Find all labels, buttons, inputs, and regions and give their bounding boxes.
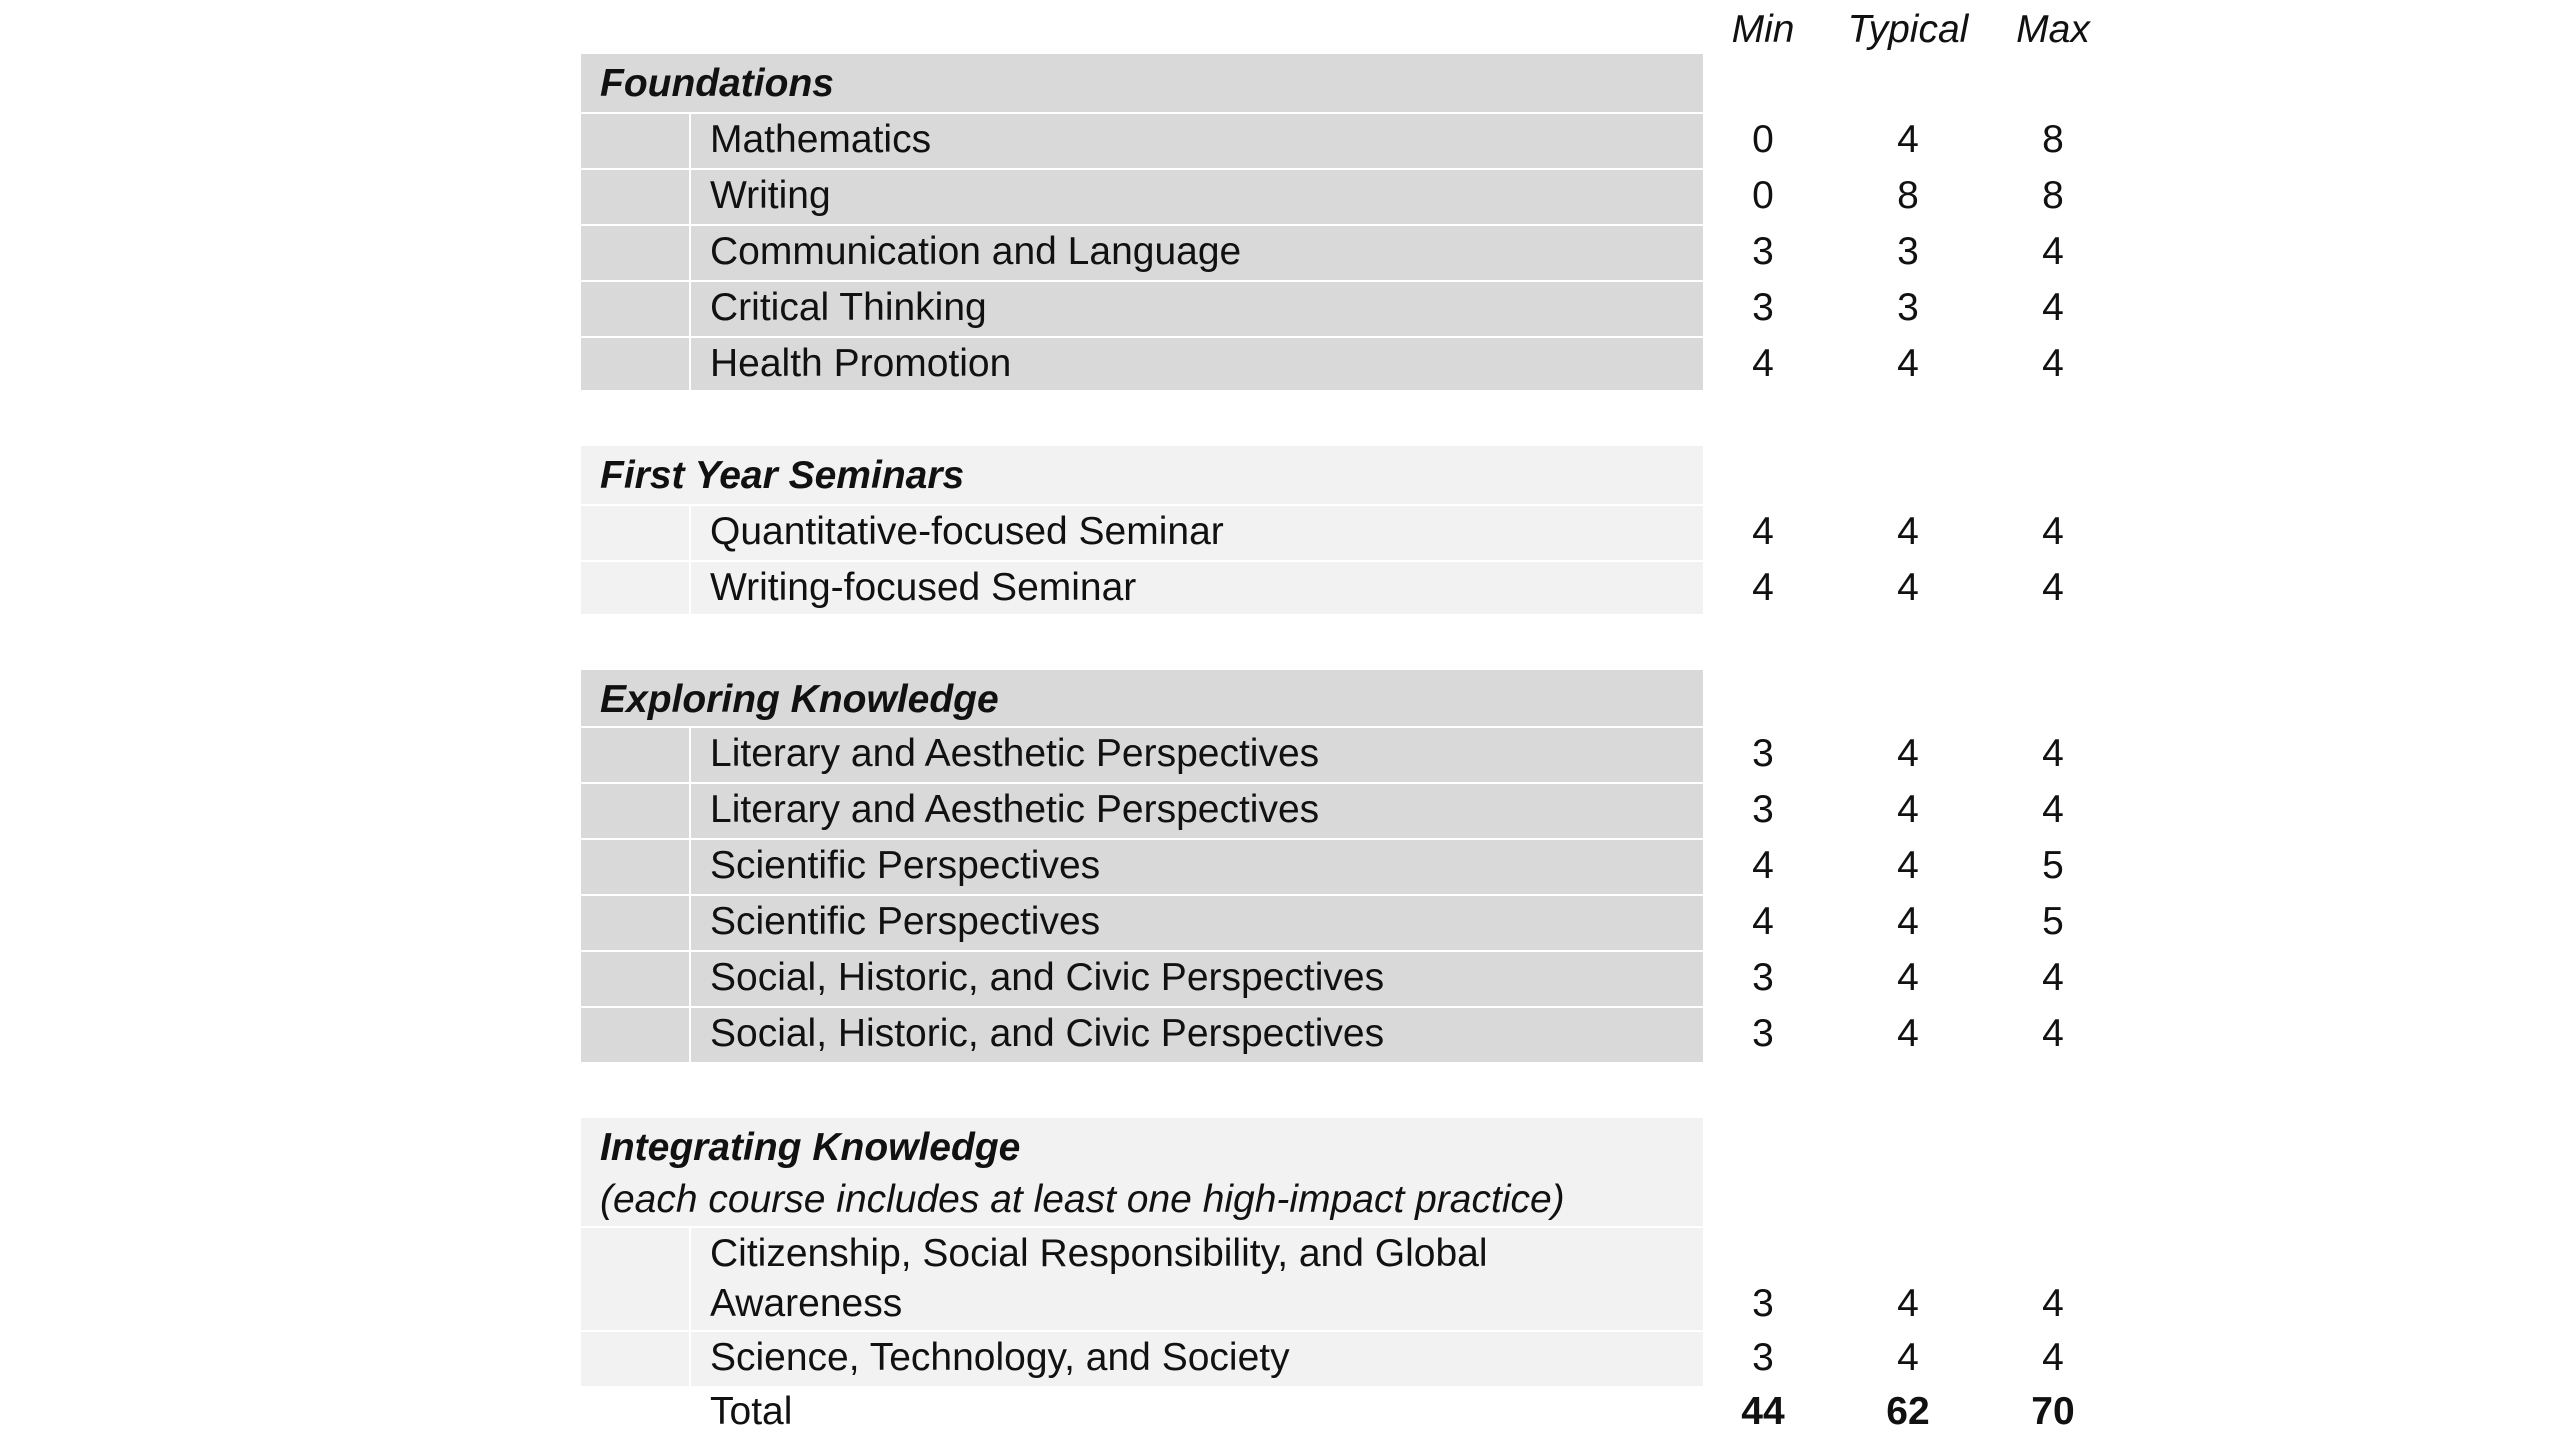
row-label: Literary and Aesthetic Perspectives xyxy=(710,788,1320,831)
table-row xyxy=(0,280,2560,336)
row-typical: 4 xyxy=(1897,566,1919,609)
row-max: 4 xyxy=(2042,510,2064,553)
row-label: Writing xyxy=(710,174,831,217)
row-label: Science, Technology, and Society xyxy=(710,1336,1290,1379)
row-min: 4 xyxy=(1752,844,1774,887)
total-typical: 62 xyxy=(1886,1390,1930,1433)
row-min: 3 xyxy=(1752,732,1774,775)
row-min: 3 xyxy=(1752,1282,1774,1325)
table-row xyxy=(0,950,2560,1006)
row-max: 4 xyxy=(2042,1012,2064,1055)
section-title-exploring: Exploring Knowledge xyxy=(600,678,999,721)
table-row xyxy=(0,1226,2560,1330)
row-max: 8 xyxy=(2042,118,2064,161)
total-row xyxy=(0,1384,2560,1440)
section-title-foundations: Foundations xyxy=(600,62,834,105)
row-typical: 4 xyxy=(1897,118,1919,161)
row-label: Mathematics xyxy=(710,118,932,161)
row-label: Health Promotion xyxy=(710,342,1012,385)
row-min: 3 xyxy=(1752,1336,1774,1379)
row-min: 3 xyxy=(1752,286,1774,329)
row-max: 4 xyxy=(2042,956,2064,999)
row-label: Quantitative-focused Seminar xyxy=(710,510,1224,553)
row-typical: 4 xyxy=(1897,342,1919,385)
row-typical: 4 xyxy=(1897,844,1919,887)
table-row xyxy=(0,168,2560,224)
table-row xyxy=(0,504,2560,560)
row-min: 4 xyxy=(1752,342,1774,385)
row-max: 8 xyxy=(2042,174,2064,217)
row-label-line1: Citizenship, Social Responsibility, and Global xyxy=(710,1232,1488,1275)
row-min: 4 xyxy=(1752,900,1774,943)
row-typical: 8 xyxy=(1897,174,1919,217)
row-max: 4 xyxy=(2042,1282,2064,1325)
row-min: 3 xyxy=(1752,230,1774,273)
row-min: 0 xyxy=(1752,174,1774,217)
row-min: 4 xyxy=(1752,566,1774,609)
table-row xyxy=(0,782,2560,838)
row-min: 0 xyxy=(1752,118,1774,161)
row-max: 4 xyxy=(2042,342,2064,385)
row-min: 3 xyxy=(1752,956,1774,999)
table-row xyxy=(0,1330,2560,1386)
row-label: Communication and Language xyxy=(710,230,1242,273)
row-label: Social, Historic, and Civic Perspectives xyxy=(710,1012,1385,1055)
total-max: 70 xyxy=(2031,1390,2075,1433)
row-max: 5 xyxy=(2042,844,2064,887)
row-label: Critical Thinking xyxy=(710,286,987,329)
table-row xyxy=(0,224,2560,280)
row-max: 5 xyxy=(2042,900,2064,943)
table-row xyxy=(0,560,2560,616)
section-title-integrating: Integrating Knowledge xyxy=(600,1126,1021,1169)
row-label: Writing-focused Seminar xyxy=(710,566,1137,609)
table-row xyxy=(0,726,2560,782)
row-min: 3 xyxy=(1752,1012,1774,1055)
header-typical: Typical xyxy=(1847,8,1969,51)
row-typical: 4 xyxy=(1897,900,1919,943)
row-max: 4 xyxy=(2042,1336,2064,1379)
table-row xyxy=(0,894,2560,950)
section-title-first-year: First Year Seminars xyxy=(600,454,965,497)
total-label: Total xyxy=(710,1390,793,1433)
row-label-line2: Awareness xyxy=(710,1282,903,1325)
row-min: 4 xyxy=(1752,510,1774,553)
table-row xyxy=(0,112,2560,168)
row-label: Scientific Perspectives xyxy=(710,844,1101,887)
row-typical: 4 xyxy=(1897,788,1919,831)
header-max: Max xyxy=(2016,8,2090,51)
row-max: 4 xyxy=(2042,566,2064,609)
table-row xyxy=(0,838,2560,894)
row-max: 4 xyxy=(2042,732,2064,775)
row-max: 4 xyxy=(2042,230,2064,273)
row-max: 4 xyxy=(2042,286,2064,329)
row-typical: 3 xyxy=(1897,230,1919,273)
row-typical: 4 xyxy=(1897,1336,1919,1379)
table-row xyxy=(0,1006,2560,1062)
row-label: Literary and Aesthetic Perspectives xyxy=(710,732,1320,775)
row-typical: 4 xyxy=(1897,1012,1919,1055)
section-subtitle-integrating: (each course includes at least one high-impact practice) xyxy=(600,1178,1565,1221)
row-typical: 4 xyxy=(1897,1282,1919,1325)
row-label: Scientific Perspectives xyxy=(710,900,1101,943)
row-min: 3 xyxy=(1752,788,1774,831)
row-max: 4 xyxy=(2042,788,2064,831)
total-min: 44 xyxy=(1741,1390,1785,1433)
row-typical: 4 xyxy=(1897,956,1919,999)
row-label: Social, Historic, and Civic Perspectives xyxy=(710,956,1385,999)
table-row xyxy=(0,336,2560,392)
row-typical: 4 xyxy=(1897,732,1919,775)
row-typical: 3 xyxy=(1897,286,1919,329)
row-typical: 4 xyxy=(1897,510,1919,553)
header-min: Min xyxy=(1731,8,1795,51)
